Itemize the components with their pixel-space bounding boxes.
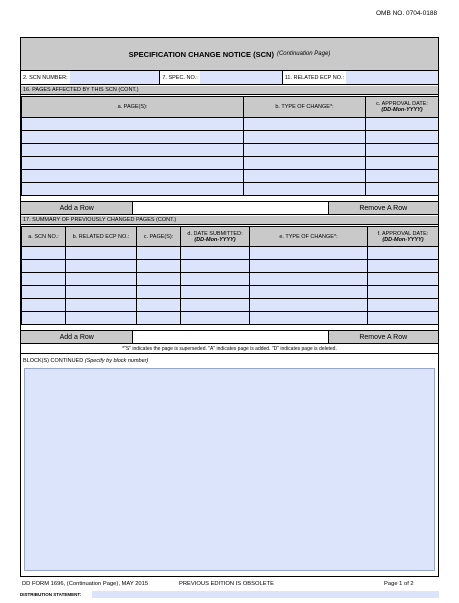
section-17-cell-input[interactable] [137, 299, 181, 312]
section-17-cell-input[interactable] [137, 312, 181, 325]
section-16-row [22, 118, 439, 131]
section-17-table [21, 226, 439, 325]
section-16-buttons [21, 201, 438, 215]
section-17-cell-input[interactable] [66, 247, 137, 260]
section-17-cell-input[interactable] [181, 260, 250, 273]
omb-number: OMB NO. 0704-0188 [376, 10, 438, 17]
section-16-row [22, 144, 439, 157]
section-17-heading: 17. SUMMARY OF PREVIOUSLY CHANGED PAGES (CONT.) [21, 216, 438, 225]
section-17-cell-input[interactable] [181, 286, 250, 299]
remove-row-button-17[interactable]: Remove A Row [329, 331, 438, 343]
section-17-cell-input[interactable] [137, 286, 181, 299]
scn-number-field[interactable] [70, 71, 160, 84]
section-17-cell-input[interactable] [66, 299, 137, 312]
section-17-cell-input[interactable] [66, 260, 137, 273]
section-17-cell-input[interactable] [250, 260, 368, 273]
section-16-cell-input[interactable] [244, 183, 366, 196]
page-number: Page 1 of 2 [384, 581, 414, 587]
col-pages-17: c. PAGE(S): [137, 227, 181, 247]
section-16-cell-input[interactable] [366, 170, 439, 183]
distribution-label: DISTRIBUTION STATEMENT: [20, 592, 82, 597]
section-16-row [22, 170, 439, 183]
scn-number-cell [21, 71, 160, 84]
section-16-row [22, 157, 439, 170]
form-id: DD FORM 1696, (Continuation Page), MAY 2015 [22, 581, 149, 587]
related-ecp-cell [283, 71, 438, 84]
form-title [21, 38, 438, 71]
section-16-cell-input[interactable] [366, 118, 439, 131]
section-17-cell-input[interactable] [22, 299, 66, 312]
remove-row-button[interactable]: Remove A Row [329, 202, 438, 214]
section-16-cell-input[interactable] [22, 131, 244, 144]
add-row-button[interactable]: Add a Row [21, 202, 132, 214]
section-16-cell-input[interactable] [22, 170, 244, 183]
col-date-submitted: d. DATE SUBMITTED: (DD-Mon-YYYY) [181, 227, 250, 247]
blocks-continued-label: BLOCK(S) CONTINUED (Specify by block number) [23, 358, 149, 364]
section-16-cell-input[interactable] [244, 157, 366, 170]
section-16-cell-input[interactable] [22, 157, 244, 170]
section-17-cell-input[interactable] [22, 247, 66, 260]
scn-number-label: 2. SCN NUMBER: [23, 74, 68, 81]
col-scn-no: a. SCN NO.: [22, 227, 66, 247]
section-17-row [22, 312, 439, 325]
section-16-cell-input[interactable] [366, 144, 439, 157]
section-17-cell-input[interactable] [368, 312, 439, 325]
add-row-button-17[interactable]: Add a Row [21, 331, 132, 343]
section-16-cell-input[interactable] [366, 131, 439, 144]
scn-form [20, 37, 439, 577]
section-16-rows [22, 118, 439, 196]
edition-notice: PREVIOUS EDITION IS OBSOLETE [179, 581, 275, 587]
section-16-row [22, 131, 439, 144]
spec-no-label: 7. SPEC. NO.: [162, 74, 198, 81]
section-17-cell-input[interactable] [250, 299, 368, 312]
section-16-row [22, 183, 439, 196]
section-17-cell-input[interactable] [368, 273, 439, 286]
section-17-rows [22, 247, 439, 325]
section-16-cell-input[interactable] [244, 144, 366, 157]
section-16-cell-input[interactable] [22, 118, 244, 131]
related-ecp-field[interactable] [346, 71, 438, 84]
col-type-of-change-17: e. TYPE OF CHANGE*: [250, 227, 368, 247]
section-17-buttons [21, 330, 438, 344]
form-title-main: SPECIFICATION CHANGE NOTICE (SCN) [128, 49, 274, 59]
section-16-cell-input[interactable] [244, 118, 366, 131]
blocks-continued-field[interactable] [24, 368, 435, 571]
section-17-row [22, 273, 439, 286]
button-gap [132, 202, 328, 214]
change-type-legend: *"S" indicates the page is superseded. "A" indicates page is added. "D" indicates page is deleted. [21, 345, 438, 354]
spec-no-field[interactable] [200, 71, 282, 84]
form-title-sub: (Continuation Page) [276, 51, 331, 57]
col-approval-date-17: f. APPROVAL DATE: (DD-Mon-YYYY) [368, 227, 439, 247]
section-17-cell-input[interactable] [137, 260, 181, 273]
section-17-row [22, 286, 439, 299]
section-17-row [22, 247, 439, 260]
section-17-cell-input[interactable] [22, 273, 66, 286]
button-gap-17 [132, 331, 328, 343]
section-17-cell-input[interactable] [368, 260, 439, 273]
distribution-field[interactable] [92, 591, 439, 598]
section-16-cell-input[interactable] [22, 144, 244, 157]
section-16-heading: 16. PAGES AFFECTED BY THIS SCN (CONT.) [21, 86, 438, 95]
section-17-cell-input[interactable] [181, 247, 250, 260]
section-17-cell-input[interactable] [368, 299, 439, 312]
section-16-cell-input[interactable] [366, 183, 439, 196]
col-type-of-change: b. TYPE OF CHANGE*: [244, 97, 366, 118]
section-16-cell-input[interactable] [22, 183, 244, 196]
section-17-cell-input[interactable] [250, 273, 368, 286]
section-17-cell-input[interactable] [137, 273, 181, 286]
id-fields-row [21, 71, 438, 85]
section-16-cell-input[interactable] [366, 157, 439, 170]
section-17-cell-input[interactable] [22, 286, 66, 299]
section-17-cell-input[interactable] [368, 247, 439, 260]
section-16-cell-input[interactable] [244, 170, 366, 183]
section-17-cell-input[interactable] [22, 312, 66, 325]
related-ecp-label: 11. RELATED ECP NO.: [284, 74, 345, 81]
section-16-table [21, 96, 439, 196]
section-17-cell-input[interactable] [66, 286, 137, 299]
section-17-cell-input[interactable] [181, 299, 250, 312]
section-17-row [22, 299, 439, 312]
section-17-cell-input[interactable] [368, 286, 439, 299]
section-17-cell-input[interactable] [250, 247, 368, 260]
section-17-cell-input[interactable] [181, 273, 250, 286]
col-pages: a. PAGE(S): [22, 97, 244, 118]
section-17-cell-input[interactable] [22, 260, 66, 273]
section-17-cell-input[interactable] [66, 312, 137, 325]
section-17-cell-input[interactable] [250, 286, 368, 299]
section-17-cell-input[interactable] [181, 312, 250, 325]
section-17-cell-input[interactable] [250, 312, 368, 325]
section-17-cell-input[interactable] [137, 247, 181, 260]
col-approval-date: c. APPROVAL DATE: (DD-Mon-YYYY) [366, 97, 439, 118]
spec-no-cell [160, 71, 282, 84]
section-17-cell-input[interactable] [66, 273, 137, 286]
col-related-ecp-no: b. RELATED ECP NO.: [66, 227, 137, 247]
section-17-row [22, 260, 439, 273]
section-16-cell-input[interactable] [244, 131, 366, 144]
